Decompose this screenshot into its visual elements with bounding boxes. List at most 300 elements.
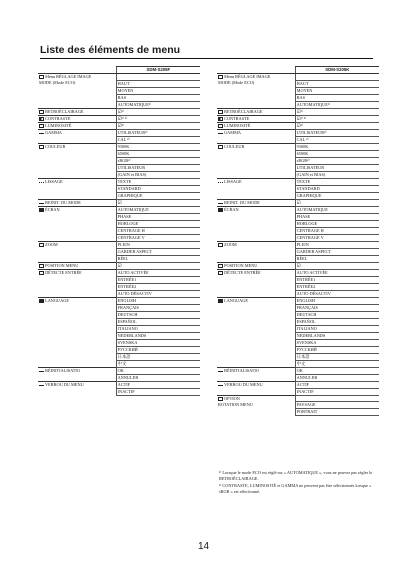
box-icon (218, 271, 223, 275)
menu-item-cell (217, 87, 295, 94)
menu-item-cell (217, 339, 295, 346)
menu-item-cell (217, 283, 295, 290)
menu-item-label: REINIT. DU MODE (45, 199, 81, 205)
menu-value-cell: CENTRAGE V (295, 234, 379, 241)
menu-row (38, 206, 200, 213)
menu-item-cell (217, 346, 295, 353)
half-icon (218, 117, 223, 121)
menu-value-cell: GARDER ASPECT (116, 248, 200, 255)
model-header: SDM-S205K (295, 67, 379, 74)
menu-row (217, 164, 379, 171)
menu-row (38, 325, 200, 332)
menu-item-label: OPTION (224, 395, 240, 401)
menu-item-cell (217, 94, 295, 101)
menu-item-cell (217, 115, 295, 122)
menu-item-cell (38, 283, 116, 290)
menu-item-cell (217, 255, 295, 262)
menu-value-cell: AUTOMATIQUE (295, 206, 379, 213)
menu-row (38, 318, 200, 325)
menu-item-cell (217, 409, 295, 416)
menu-value-cell: ☑²⁾ (116, 122, 200, 129)
menu-value-cell: HORLOGE (116, 220, 200, 227)
menu-item-cell (38, 213, 116, 220)
menu-item-cell (38, 87, 116, 94)
menu-item-cell (38, 108, 116, 115)
menu-value-cell: ENGLISH (116, 297, 200, 304)
menu-item-cell (38, 346, 116, 353)
menu-row (217, 206, 379, 213)
menu-value-cell: ☑ (295, 199, 379, 206)
menu-value-cell: ACTIF (295, 381, 379, 388)
menu-row (38, 276, 200, 283)
dark-icon (218, 208, 223, 212)
menu-item-label: ZOOM (45, 241, 58, 247)
menu-item-label: COULEUR (45, 143, 66, 149)
menu-item-cell (38, 325, 116, 332)
menu-value-cell: ENTRÉE2 (295, 283, 379, 290)
menu-value-cell: BAS (295, 94, 379, 101)
header-blank-cell (38, 67, 116, 74)
menu-row (217, 311, 379, 318)
menu-row (38, 192, 200, 199)
menu-item-label: RÉINITIALISATIO (45, 367, 80, 373)
menu-row (38, 346, 200, 353)
menu-item-label: LISSAGE (224, 178, 242, 184)
menu-item-cell (217, 332, 295, 339)
menu-item-cell (38, 388, 116, 395)
menu-item-cell (38, 262, 116, 269)
menu-value-cell: sRGB²⁾ (295, 157, 379, 164)
menu-item-cell (38, 367, 116, 374)
menu-value-cell: AUTOMATIQUE¹⁾ (295, 101, 379, 108)
menu-row (217, 171, 379, 178)
line-icon (39, 201, 44, 204)
menu-item-cell (38, 171, 116, 178)
box-icon (39, 264, 44, 268)
box-icon (218, 110, 223, 114)
menu-item-label: RÉINITIALISATIO (224, 367, 259, 373)
menu-item-cell (38, 269, 116, 276)
menu-row (38, 304, 200, 311)
menu-row (217, 241, 379, 248)
menu-value-cell: GRAPHIQUE (116, 192, 200, 199)
half-icon (39, 117, 44, 121)
menu-item-cell (217, 297, 295, 304)
menu-row (38, 283, 200, 290)
menu-item-cell (38, 143, 116, 150)
menu-item-label: Menu RÉGLAGE IMAGE (224, 74, 271, 79)
menu-row (38, 290, 200, 297)
menu-row (38, 339, 200, 346)
menu-value-cell: ☑²⁾ (295, 122, 379, 129)
menu-row (217, 136, 379, 143)
menu-item-cell (38, 241, 116, 248)
menu-value-cell: CENTRAGE H (295, 227, 379, 234)
menu-value-cell: ENTRÉE2 (116, 283, 200, 290)
menu-value-cell: DEUTSCH (116, 311, 200, 318)
menu-item-cell (38, 185, 116, 192)
menu-row (217, 388, 379, 395)
menu-item-label: GAMMA (45, 129, 63, 135)
menu-item-cell (38, 206, 116, 213)
menu-value-cell: GRAPHIQUE (295, 192, 379, 199)
menu-item-cell (217, 143, 295, 150)
menu-item-cell (38, 164, 116, 171)
menu-item-cell (217, 367, 295, 374)
menu-row (217, 269, 379, 276)
menu-value-cell: AUTOMATIQUE (116, 206, 200, 213)
menu-item-label: LANGUAGE (45, 297, 69, 303)
menu-row (38, 381, 200, 388)
menu-value-cell: (GAIN et BIAS) (116, 171, 200, 178)
menu-row (217, 374, 379, 381)
box-icon (39, 75, 44, 79)
menu-value-cell: PLEIN (295, 241, 379, 248)
menu-value-cell: ITALIANO (116, 325, 200, 332)
menu-value-cell: SVENSKA (295, 339, 379, 346)
page-title: Liste des éléments de menu (40, 44, 181, 56)
menu-value-cell: BAS (116, 94, 200, 101)
menu-value-cell: NEDERLANDS (295, 332, 379, 339)
menu-row (217, 87, 379, 94)
line-icon (218, 201, 223, 204)
menu-row (38, 108, 200, 115)
menu-value-cell: ☑ (116, 199, 200, 206)
menu-value-cell: CENTRAGE H (116, 227, 200, 234)
menu-row (38, 360, 200, 367)
menu-value-cell: GARDER ASPECT (295, 248, 379, 255)
menu-row (38, 220, 200, 227)
menu-value-cell: MOYEN (116, 87, 200, 94)
menu-row (217, 304, 379, 311)
footnotes (219, 470, 374, 496)
menu-item-label: CONTRASTE (224, 115, 250, 121)
menu-row (217, 297, 379, 304)
header-blank-cell (217, 67, 295, 74)
menu-item-cell (38, 374, 116, 381)
menu-value-cell: HAUT (295, 80, 379, 87)
box-icon (218, 145, 223, 149)
menu-row (217, 108, 379, 115)
menu-item-label: GAMMA (224, 129, 242, 135)
dark-icon (39, 208, 44, 212)
dark-icon (218, 299, 223, 303)
menu-value-cell: AUTO DÉSACTIV (295, 290, 379, 297)
menu-item-cell (38, 227, 116, 234)
wave-icon (218, 180, 223, 183)
menu-value-cell: ANNULER (295, 374, 379, 381)
menu-value-cell: ITALIANO (295, 325, 379, 332)
menu-item-label: ÉCRAN (45, 206, 60, 212)
menu-value-cell: ACTIF (116, 381, 200, 388)
menu-item-cell (38, 353, 116, 360)
menu-item-cell (38, 381, 116, 388)
menu-item-cell (38, 129, 116, 136)
menu-row (217, 157, 379, 164)
menu-row (38, 227, 200, 234)
menu-item-cell (38, 255, 116, 262)
menu-value-cell: ESPAÑOL (295, 318, 379, 325)
menu-item-label: REINIT. DU MODE (224, 199, 260, 205)
line-icon (218, 369, 223, 372)
menu-row (38, 136, 200, 143)
menu-item-cell (38, 192, 116, 199)
menu-row (217, 276, 379, 283)
menu-item-cell (38, 94, 116, 101)
menu-value-cell: FRANÇAIS (116, 304, 200, 311)
menu-value-cell: 中文 (116, 360, 200, 367)
menu-value-cell: AUTO ACTIVÉE (116, 269, 200, 276)
menu-item-label: LANGUAGE (224, 297, 248, 303)
menu-row (38, 262, 200, 269)
menu-value-cell: TEXTE (116, 178, 200, 185)
menu-row (217, 192, 379, 199)
menu-item-cell (217, 199, 295, 206)
menu-value-cell: RÉEL (295, 255, 379, 262)
menu-row (217, 220, 379, 227)
title-divider (40, 58, 373, 59)
menu-item-cell (217, 360, 295, 367)
menu-item-cell (217, 157, 295, 164)
menu-row (38, 311, 200, 318)
menu-value-cell: 6500K (295, 150, 379, 157)
menu-value-cell: ESPAÑOL (116, 318, 200, 325)
menu-item-cell (38, 318, 116, 325)
menu-item-cell (38, 276, 116, 283)
menu-item-cell (217, 374, 295, 381)
menu-value-cell: CENTRAGE V (116, 234, 200, 241)
line-icon (39, 383, 44, 386)
menu-row (217, 80, 379, 87)
menu-row (217, 409, 379, 416)
menu-item-cell (217, 325, 295, 332)
menu-row (38, 388, 200, 395)
box-icon (218, 124, 223, 128)
menu-item-cell (217, 248, 295, 255)
menu-value-cell: TEXTE (295, 178, 379, 185)
menu-value-cell: HAUT (116, 80, 200, 87)
menu-item-cell (217, 213, 295, 220)
menu-item-cell (38, 339, 116, 346)
box-icon (39, 271, 44, 275)
menu-value-cell: NEDERLANDS (116, 332, 200, 339)
menu-value-cell: UTILISATEUR (295, 164, 379, 171)
menu-row (217, 129, 379, 136)
menu-row (217, 115, 379, 122)
menu-item-label: DÉTECTE ENTRÉE (45, 269, 82, 275)
model-header: SDM-S205F (116, 67, 200, 74)
menu-item-cell (217, 220, 295, 227)
menu-value-cell: OK (295, 367, 379, 374)
menu-value-cell: PORTRAIT (295, 409, 379, 416)
menu-row (38, 122, 200, 129)
box-icon (218, 264, 223, 268)
wave-icon (39, 180, 44, 183)
menu-item-label: POSITION MENU (45, 262, 79, 268)
menu-row (217, 346, 379, 353)
menu-row (217, 199, 379, 206)
menu-item-label: ÉCRAN (224, 206, 239, 212)
menu-row (38, 248, 200, 255)
menu-item-cell (38, 297, 116, 304)
menu-value-cell: CAL ²⁾ (295, 136, 379, 143)
menu-value-cell: UTILISATEUR²⁾ (295, 129, 379, 136)
menu-value-cell: HORLOGE (295, 220, 379, 227)
menu-item-cell (217, 262, 295, 269)
menu-value-cell: PAYSAGE (295, 402, 379, 409)
menu-value-cell: ANNULER (116, 374, 200, 381)
box-icon (39, 124, 44, 128)
menu-item-cell (38, 136, 116, 143)
menu-value-cell: PHASE (295, 213, 379, 220)
menu-item-cell (217, 178, 295, 185)
menu-value-cell: 9300K (116, 143, 200, 150)
menu-row (217, 150, 379, 157)
menu-item-cell (217, 388, 295, 395)
menu-value-cell: FRANÇAIS (295, 304, 379, 311)
menu-value-cell: ☑¹⁾ ²⁾ (295, 115, 379, 122)
menu-row (217, 262, 379, 269)
line-icon (218, 383, 223, 386)
menu-item-cell (38, 360, 116, 367)
menu-row (38, 241, 200, 248)
menu-value-cell: 中文 (295, 360, 379, 367)
menu-item-cell (217, 234, 295, 241)
menu-item-cell (217, 402, 295, 409)
menu-row (38, 213, 200, 220)
menu-row (217, 213, 379, 220)
menu-item-cell (38, 150, 116, 157)
line-icon (39, 131, 44, 134)
menu-item-cell (217, 122, 295, 129)
menu-item-label: LUMINOSITÉ (224, 122, 251, 128)
menu-item-cell (217, 290, 295, 297)
menu-value-cell: ENTRÉE1 (116, 276, 200, 283)
menu-row (38, 255, 200, 262)
menu-item-cell (217, 318, 295, 325)
menu-item-cell (217, 381, 295, 388)
menu-item-cell (38, 122, 116, 129)
menu-row (38, 101, 200, 108)
menu-row (217, 227, 379, 234)
menu-item-label: ROTATION MENU (218, 401, 253, 407)
menu-row (38, 87, 200, 94)
menu-row (38, 115, 200, 122)
menu-item-label: DÉTECTE ENTRÉE (224, 269, 261, 275)
menu-item-cell (217, 227, 295, 234)
menu-row (38, 374, 200, 381)
menu-row (217, 339, 379, 346)
menu-row (38, 178, 200, 185)
menu-value-cell: (GAIN et BIAS) (295, 171, 379, 178)
menu-row (38, 353, 200, 360)
menu-value-cell: 日本語 (116, 353, 200, 360)
menu-row (217, 248, 379, 255)
menu-item-cell (217, 192, 295, 199)
menu-item-cell (217, 129, 295, 136)
menu-value-cell: OK (116, 367, 200, 374)
menu-item-cell (38, 234, 116, 241)
footnote-1: ¹⁾ Lorsque le mode ECO est réglé sur « AUTOMATIQUE », vous ne pouvez pas régler le RETROÉCLAIRAGE. (219, 470, 373, 481)
menu-item-cell (217, 136, 295, 143)
menu-row (217, 255, 379, 262)
menu-value-cell: 日本語 (295, 353, 379, 360)
menu-value-cell: MOYEN (295, 87, 379, 94)
table-header-row (217, 67, 379, 74)
menu-item-cell (217, 150, 295, 157)
menu-item-cell (217, 171, 295, 178)
menu-row (217, 234, 379, 241)
menu-row (38, 164, 200, 171)
menu-value-cell: ☑¹⁾ (116, 108, 200, 115)
menu-row (217, 143, 379, 150)
menu-value-cell: ☑ (116, 262, 200, 269)
menu-row (217, 178, 379, 185)
menu-row (38, 199, 200, 206)
menu-row (38, 234, 200, 241)
menu-item-cell (38, 157, 116, 164)
menu-row (38, 94, 200, 101)
box-icon (39, 110, 44, 114)
menu-value-cell: CAL ²⁾ (116, 136, 200, 143)
menu-value-cell: DEUTSCH (295, 311, 379, 318)
page-number: 14 (198, 541, 210, 552)
footnote-2: ²⁾ CONTRASTE, LUMINOSITÉ et GAMMA ne peuvent pas être sélectionnés lorsque « sRGB » est sélectionné. (219, 483, 372, 494)
menu-row (217, 283, 379, 290)
menu-item-cell (38, 304, 116, 311)
menu-value-cell: ENGLISH (295, 297, 379, 304)
menu-row (38, 157, 200, 164)
menu-row (217, 94, 379, 101)
menu-row (38, 297, 200, 304)
menu-value-cell: SVENSKA (116, 339, 200, 346)
menu-item-cell (217, 304, 295, 311)
menu-row (38, 367, 200, 374)
menu-value-cell: PLEIN (116, 241, 200, 248)
menu-value-cell: INACTIF (295, 388, 379, 395)
menu-item-cell (38, 220, 116, 227)
menu-item-cell (217, 185, 295, 192)
menu-row (217, 325, 379, 332)
menu-value-cell: ☑¹⁾ (295, 108, 379, 115)
box-icon (218, 397, 223, 401)
menu-value-cell: UTILISATEUR²⁾ (116, 129, 200, 136)
menu-item-label: MODE (Mode ECO) (218, 80, 255, 85)
menu-item-label: VERROU DU MENU (45, 381, 84, 387)
menu-item-cell (217, 108, 295, 115)
line-icon (218, 131, 223, 134)
menu-value-cell: PHASE (116, 213, 200, 220)
menu-item-label: LUMINOSITÉ (45, 122, 72, 128)
menu-value-cell: RÉEL (116, 255, 200, 262)
menu-table-sdm-s205f (38, 66, 200, 396)
box-icon (39, 243, 44, 247)
menu-item-cell (38, 115, 116, 122)
menu-item-label: ZOOM (224, 241, 237, 247)
menu-item-cell (38, 101, 116, 108)
menu-value-cell: РУССКИЙ (116, 346, 200, 353)
menu-item-cell (217, 101, 295, 108)
menu-row (38, 185, 200, 192)
menu-item-cell (217, 311, 295, 318)
dark-icon (39, 299, 44, 303)
menu-item-cell (38, 290, 116, 297)
menu-item-label: Menu RÉGLAGE IMAGE (45, 74, 92, 79)
menu-row (38, 171, 200, 178)
menu-item-cell (38, 332, 116, 339)
menu-item-label: MODE (Mode ECO) (39, 80, 76, 85)
menu-item-cell (217, 353, 295, 360)
